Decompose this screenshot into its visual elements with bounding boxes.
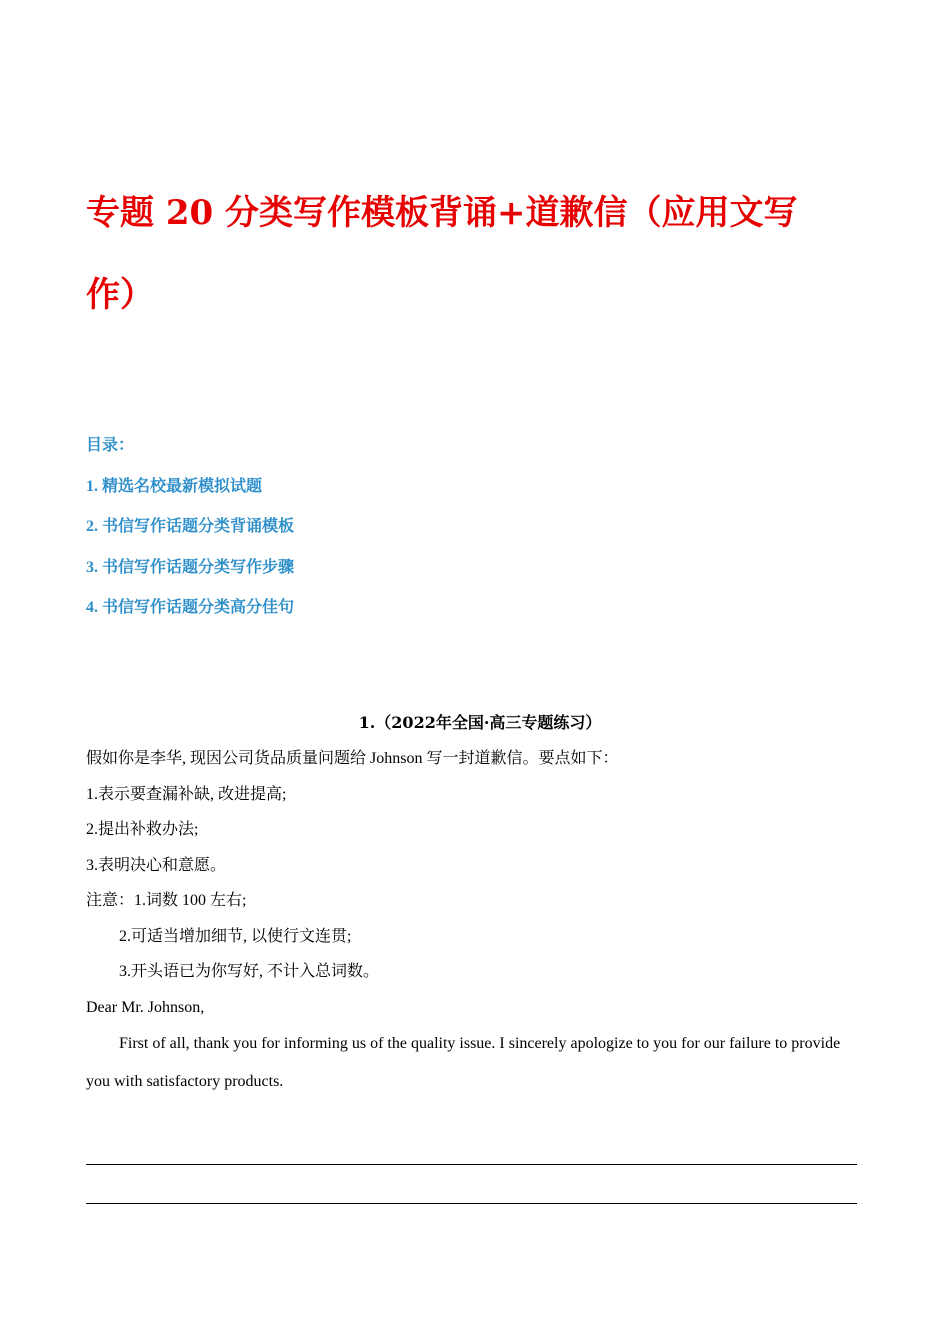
requirement-point: 2.提出补救办法; [86,821,199,838]
answer-line[interactable] [86,1203,857,1204]
letter-salutation: Dear Mr. Johnson, [86,998,205,1016]
letter-opening: First of all, thank you for informing us of the quality issue. I sincerely apologize to you for our failure to provide you with satisfactory products. [86,1035,841,1090]
note-line: 2.可适当增加细节, 以使行文连贯; [119,927,352,945]
question-prompt: 假如你是李华, 现因公司货品质量问题给 Johnson 写一封道歉信。要点如下： [86,750,619,767]
requirement-point: 3.表明决心和意愿。 [86,856,227,874]
toc-heading: 目录： [86,437,135,454]
page-title: 专题 20 分类写作模板背诵+道歉信（应用文写作） [86,193,798,315]
question-body [86,747,862,1101]
toc-item[interactable]: 2. 书信写作话题分类背诵模板 [86,518,295,535]
toc-item[interactable]: 3. 书信写作话题分类写作步骤 [86,558,295,576]
note-line: 3.开头语已为你写好, 不计入总词数。 [119,963,380,980]
table-of-contents [86,432,294,635]
requirement-point: 1.表示要查漏补缺, 改进提高; [86,785,287,803]
answer-line[interactable] [86,1164,857,1165]
toc-item[interactable]: 1. 精选名校最新模拟试题 [86,477,263,495]
note-line: 注意：1.词数 100 左右; [86,892,247,909]
toc-item[interactable]: 4. 书信写作话题分类高分佳句 [86,599,295,616]
question-heading: 1.（2022年全国·高三专题练习） [358,713,602,732]
